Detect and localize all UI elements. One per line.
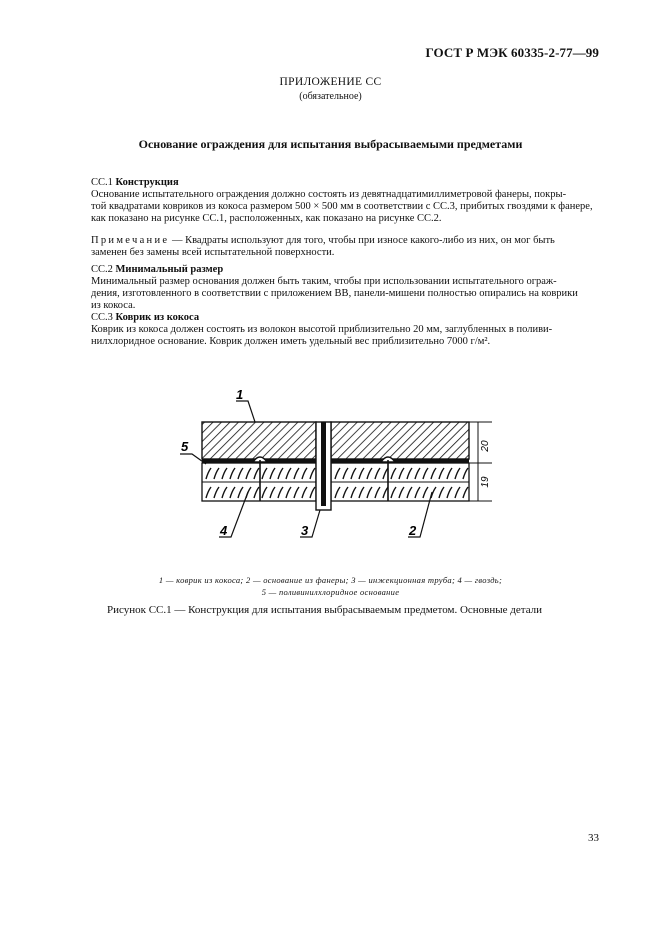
figure-title: Рисунок СС.1 — Конструкция для испытания выбрасываемым предметом. Основные детали — [107, 604, 543, 616]
standard-id: ГОСТ Р МЭК 60335-2-77—99 — [425, 45, 599, 60]
cc3-line2: нилхлоридное основание. Коврик должен иметь удельный вес приблизительно 7000 г/м². — [91, 336, 491, 347]
dimension-20: 20 — [480, 440, 491, 452]
note-text: — Квадраты используют для того, чтобы при износе какого-либо из них, он мог быть — [169, 235, 555, 246]
section-title: Основание ограждения для испытания выбрасываемыми предметами — [138, 137, 523, 151]
cc2-number: СС.2 — [91, 264, 113, 275]
note-line2: заменен без замены всей испытательной поверхности. — [91, 247, 335, 258]
dimension-19: 19 — [480, 476, 491, 488]
cc1-heading: Конструкция — [115, 177, 179, 188]
cc2-line2: дения, изготовленного в соответствии с приложением ВВ, панели-мишени полностью опирались на коврики — [91, 288, 578, 299]
cc2-line1: Минимальный размер основания должен быть таким, чтобы при использовании испытательного ограж- — [91, 276, 557, 287]
cc2-line3: из кокоса. — [91, 300, 136, 311]
figure-cc1-diagram — [0, 380, 661, 550]
cc1-number: СС.1 — [91, 177, 113, 188]
cc1-line3: как показано на рисунке СС.1, расположенных, как показано на рисунке СС.2. — [91, 213, 442, 224]
note-line1 — [91, 235, 601, 248]
cc2-heading: Минимальный размер — [115, 264, 224, 275]
appendix-subtitle: (обязательное) — [299, 91, 362, 102]
note-label: Примечание — [91, 235, 170, 246]
page-number: 33 — [588, 832, 599, 844]
cc3-line1: Коврик из кокоса должен состоять из волокон высотой приблизительно 20 мм, заглубленных в поливи- — [91, 324, 553, 335]
cc1-line2: той квадратами ковриков из кокоса размером 500 × 500 мм в соответствии с СС.3, прибитых гвоздями к фанере, — [91, 201, 593, 212]
cc2-heading-line — [91, 264, 598, 277]
plywood-base — [202, 422, 469, 459]
label-1: 1 — [236, 387, 244, 402]
cc1-line1: Основание испытательного ограждения должно состоять из девятнадцатимиллиметровой фанеры, покры- — [91, 189, 567, 200]
coconut-mat — [202, 463, 469, 501]
cc3-number: СС.3 — [91, 312, 113, 323]
cc3-heading-line — [91, 312, 598, 325]
label-2: 2 — [409, 523, 417, 538]
figure-caption-line2: 5 — поливинилхлоридное основание — [261, 587, 400, 597]
label-4: 4 — [220, 523, 228, 538]
dimension-lines — [469, 422, 492, 501]
label-3: 3 — [301, 523, 309, 538]
label-5: 5 — [181, 439, 189, 454]
figure-caption-line1: 1 — коврик из кокоса; 2 — основание из фанеры; 3 — инжекционная труба; 4 — гвоздь; — [158, 575, 503, 585]
injection-tube — [316, 422, 331, 510]
appendix-title: ПРИЛОЖЕНИЕ СС — [279, 76, 382, 88]
cc3-heading: Коврик из кокоса — [115, 312, 200, 323]
cc1-heading-line — [91, 177, 598, 190]
